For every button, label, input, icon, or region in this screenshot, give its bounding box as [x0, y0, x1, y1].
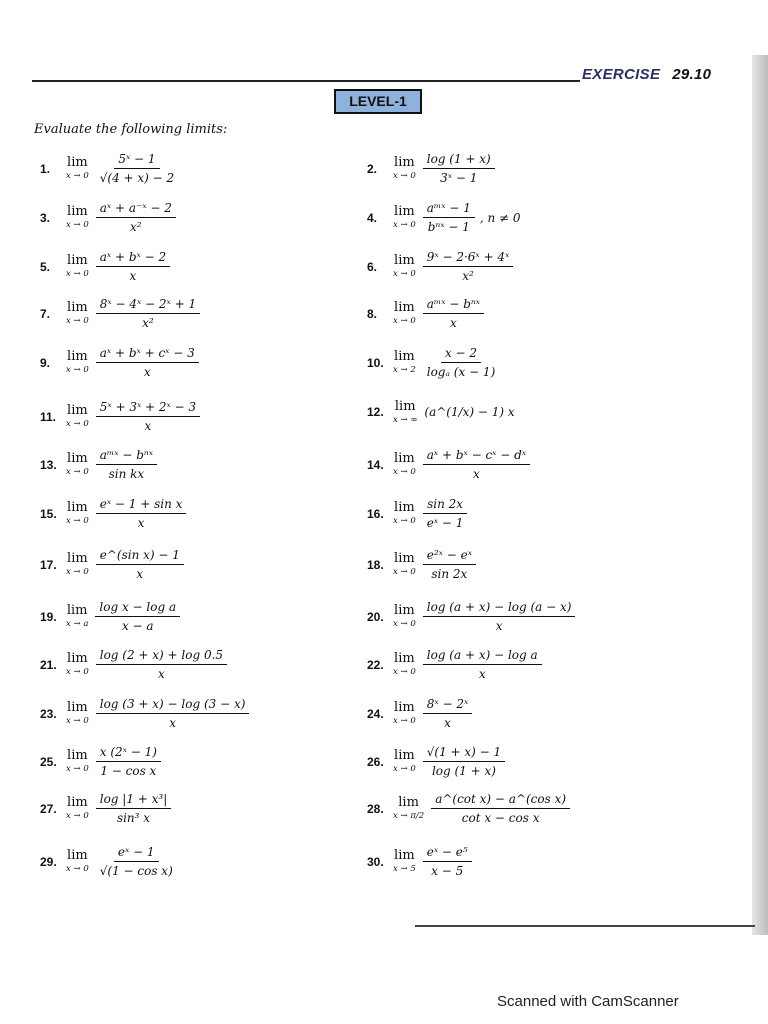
lim-word: lim	[67, 700, 88, 716]
fraction	[423, 548, 476, 581]
limit-approach: x → 0	[393, 619, 416, 630]
fraction	[95, 600, 180, 633]
fraction	[96, 792, 172, 825]
fraction	[96, 548, 184, 581]
denominator: x	[158, 667, 165, 681]
problem-number: 28.	[367, 801, 384, 816]
fraction	[423, 152, 495, 185]
fraction	[96, 745, 161, 778]
numerator: aˣ + a⁻ˣ − 2	[96, 201, 176, 218]
lim-word: lim	[67, 451, 88, 467]
problem-item	[367, 448, 530, 481]
fraction	[96, 152, 178, 185]
limit-approach: x → 0	[393, 667, 416, 678]
limit-approach: x → 0	[393, 764, 416, 775]
limit-approach: x → 0	[66, 567, 89, 578]
limit-operator	[393, 350, 416, 375]
problem-item	[367, 648, 542, 681]
limit-approach: x → 0	[393, 269, 416, 280]
problem-number: 30.	[367, 854, 384, 869]
problem-number: 18.	[367, 557, 384, 572]
lim-word: lim	[67, 748, 88, 764]
problem-item	[40, 648, 227, 681]
problem-number: 16.	[367, 506, 384, 521]
fraction	[423, 297, 484, 330]
problem-item	[367, 152, 495, 185]
problem-number: 14.	[367, 457, 384, 472]
lim-word: lim	[394, 349, 415, 365]
denominator: x	[473, 467, 480, 481]
problem-item	[40, 250, 170, 283]
problem-number: 23.	[40, 706, 57, 721]
limit-operator	[66, 501, 89, 526]
limit-approach: x → a	[66, 619, 89, 630]
problem-item	[40, 548, 184, 581]
denominator: 3ˣ − 1	[440, 171, 478, 185]
problem-number: 21.	[40, 657, 57, 672]
denominator: √(4 + x) − 2	[99, 171, 175, 185]
problem-item	[40, 346, 199, 379]
limit-approach: x → 0	[66, 171, 89, 182]
numerator: aᵐˣ − 1	[423, 201, 475, 218]
limit-approach: x → 0	[66, 864, 89, 875]
problem-item	[40, 152, 178, 185]
limit-operator	[66, 205, 89, 230]
lim-word: lim	[394, 551, 415, 567]
limit-operator	[66, 652, 89, 677]
level-badge: LEVEL-1	[334, 89, 422, 114]
numerator: aᵐˣ − bⁿˣ	[423, 297, 484, 314]
lim-word: lim	[67, 253, 88, 269]
scanner-watermark: Scanned with CamScanner	[497, 993, 679, 1010]
problem-number: 2.	[367, 161, 378, 176]
problem-item	[40, 400, 200, 433]
problem-item	[40, 497, 186, 530]
problem-number: 15.	[40, 506, 57, 521]
problem-item	[367, 297, 484, 330]
limit-operator	[393, 652, 416, 677]
problem-number: 20.	[367, 609, 384, 624]
numerator: aᵐˣ − bⁿˣ	[96, 448, 157, 465]
problem-number: 10.	[367, 355, 384, 370]
problem-number: 19.	[40, 609, 57, 624]
fraction	[423, 250, 514, 283]
problem-number: 7.	[40, 306, 51, 321]
numerator: eˣ − 1	[114, 845, 159, 862]
problem-item	[40, 792, 171, 825]
problem-number: 11.	[40, 409, 57, 424]
denominator: x	[444, 716, 451, 730]
denominator: x	[136, 567, 144, 581]
limit-operator	[393, 749, 416, 774]
denominator: cot x − cos x	[461, 811, 540, 825]
denominator: eˣ − 1	[426, 516, 464, 530]
limit-operator	[393, 501, 416, 526]
problem-item	[367, 845, 472, 878]
limit-approach: x → 0	[66, 365, 89, 376]
denominator: x	[143, 365, 151, 379]
denominator: x	[137, 516, 145, 530]
problem-item	[367, 201, 521, 234]
limit-approach: x → 0	[66, 764, 89, 775]
header-rule	[32, 80, 580, 82]
lim-word: lim	[394, 500, 415, 516]
denominator: x − a	[121, 619, 154, 633]
numerator: 8ˣ − 4ˣ − 2ˣ + 1	[96, 297, 200, 314]
limit-approach: x → 0	[393, 516, 416, 527]
denominator: x	[495, 619, 503, 633]
numerator: sin 2x	[423, 497, 467, 514]
lim-word: lim	[67, 403, 88, 419]
numerator: a^(cot x) − a^(cos x)	[431, 792, 570, 809]
lim-word: lim	[394, 300, 415, 316]
limit-expression: (a^(1/x) − 1) x	[424, 405, 515, 420]
denominator: logₐ (x − 1)	[426, 365, 496, 379]
limit-approach: x → 0	[393, 316, 416, 327]
problem-number: 5.	[40, 259, 51, 274]
problem-number: 25.	[40, 754, 57, 769]
numerator: aˣ + bˣ − 2	[96, 250, 170, 267]
exercise-label: EXERCISE	[582, 66, 661, 83]
problem-item	[367, 400, 515, 425]
numerator: e²ˣ − eˣ	[423, 548, 476, 565]
lim-word: lim	[394, 603, 415, 619]
limit-operator	[66, 849, 89, 874]
limit-operator	[66, 254, 89, 279]
fraction	[423, 201, 475, 234]
limit-operator	[393, 400, 417, 425]
lim-word: lim	[66, 603, 88, 619]
numerator: log (3 + x) − log (3 − x)	[96, 697, 250, 714]
fraction	[431, 792, 570, 825]
fraction	[423, 745, 505, 778]
fraction	[96, 648, 227, 681]
lim-word: lim	[394, 451, 415, 467]
numerator: 5ˣ + 3ˣ + 2ˣ − 3	[96, 400, 200, 417]
fraction	[96, 400, 200, 433]
limit-approach: x → 0	[66, 220, 89, 231]
limit-approach: x → 0	[66, 467, 89, 478]
denominator: sin³ x	[116, 811, 151, 825]
problem-number: 12.	[367, 405, 384, 420]
numerator: log |1 + x³|	[96, 792, 172, 809]
problem-item	[367, 697, 472, 730]
exercise-number: 29.10	[672, 66, 712, 83]
limit-approach: x → 5	[393, 864, 416, 875]
denominator: bⁿˣ − 1	[427, 220, 470, 234]
numerator: 5ˣ − 1	[114, 152, 159, 169]
lim-word: lim	[67, 300, 88, 316]
fraction	[96, 346, 199, 379]
problem-item	[367, 346, 499, 379]
denominator: x	[449, 316, 457, 330]
lim-word: lim	[67, 349, 88, 365]
numerator: x (2ˣ − 1)	[96, 745, 161, 762]
denominator: x²	[142, 316, 154, 330]
limit-approach: x → 2	[393, 365, 416, 376]
problem-item	[40, 297, 200, 330]
problem-number: 29.	[40, 854, 57, 869]
lim-word: lim	[394, 155, 415, 171]
fraction	[96, 448, 157, 481]
numerator: √(1 + x) − 1	[423, 745, 505, 762]
numerator: e^(sin x) − 1	[96, 548, 184, 565]
limit-approach: x → 0	[66, 716, 89, 727]
fraction	[423, 697, 472, 730]
denominator: x	[478, 667, 486, 681]
numerator: log (2 + x) + log 0.5	[96, 648, 227, 665]
lim-word: lim	[67, 551, 88, 567]
limit-operator	[393, 701, 416, 726]
lim-word: lim	[394, 700, 415, 716]
limit-operator	[66, 701, 89, 726]
limit-operator	[393, 254, 416, 279]
problem-item	[40, 600, 180, 633]
fraction	[423, 346, 500, 379]
fraction	[96, 201, 176, 234]
problem-number: 24.	[367, 706, 384, 721]
instruction-text: Evaluate the following limits:	[34, 122, 228, 137]
numerator: log (a + x) − log a	[423, 648, 542, 665]
fraction	[423, 648, 542, 681]
fraction	[96, 697, 250, 730]
footer-rule	[415, 925, 755, 927]
lim-word: lim	[394, 204, 415, 220]
problem-number: 13.	[40, 457, 57, 472]
lim-word: lim	[67, 795, 88, 811]
limit-approach: x → 0	[66, 316, 89, 327]
lim-word: lim	[394, 651, 415, 667]
page-edge-shadow	[752, 55, 768, 935]
limit-operator	[393, 796, 424, 821]
limit-operator	[393, 452, 416, 477]
numerator: x − 2	[441, 346, 481, 363]
condition: , n ≠ 0	[479, 210, 521, 225]
numerator: eˣ − 1 + sin x	[96, 497, 187, 514]
limit-operator	[66, 301, 89, 326]
problem-item	[367, 497, 467, 530]
limit-approach: x → π/2	[393, 811, 425, 822]
denominator: x²	[462, 269, 474, 283]
lim-word: lim	[67, 500, 88, 516]
lim-word: lim	[398, 795, 419, 811]
limit-operator	[393, 552, 416, 577]
problem-number: 9.	[40, 355, 51, 370]
limit-approach: x → ∞	[393, 415, 418, 425]
lim-word: lim	[67, 155, 88, 171]
problem-item	[367, 600, 575, 633]
problem-number: 3.	[40, 210, 51, 225]
lim-word: lim	[394, 253, 415, 269]
fraction	[423, 600, 576, 633]
numerator: log (1 + x)	[423, 152, 495, 169]
numerator: log (a + x) − log (a − x)	[423, 600, 576, 617]
denominator: x²	[130, 220, 142, 234]
fraction	[96, 845, 177, 878]
limit-operator	[66, 604, 88, 629]
numerator: 9ˣ − 2·6ˣ + 4ˣ	[423, 250, 514, 267]
problem-item	[367, 548, 476, 581]
limit-approach: x → 0	[393, 467, 416, 478]
lim-word: lim	[394, 748, 415, 764]
problem-number: 17.	[40, 557, 57, 572]
denominator: 1 − cos x	[100, 764, 157, 778]
problem-item	[367, 745, 505, 778]
denominator: √(1 − cos x)	[99, 864, 173, 878]
numerator: log x − log a	[95, 600, 180, 617]
problem-item	[40, 697, 249, 730]
problem-item	[40, 745, 161, 778]
limit-approach: x → 0	[66, 516, 89, 527]
limit-approach: x → 0	[393, 220, 416, 231]
lim-word: lim	[67, 204, 88, 220]
problem-number: 22.	[367, 657, 384, 672]
limit-operator	[393, 604, 416, 629]
limit-operator	[66, 552, 89, 577]
limit-operator	[66, 452, 89, 477]
limit-approach: x → 0	[66, 269, 89, 280]
denominator: x	[144, 419, 152, 433]
limit-operator	[393, 156, 416, 181]
problem-item	[367, 792, 570, 825]
fraction	[96, 497, 187, 530]
limit-operator	[66, 156, 89, 181]
limit-operator	[66, 350, 89, 375]
limit-operator	[393, 849, 416, 874]
limit-approach: x → 0	[393, 567, 416, 578]
numerator: aˣ + bˣ − cˣ − dˣ	[423, 448, 530, 465]
problem-number: 26.	[367, 754, 384, 769]
problem-item	[40, 448, 157, 481]
problem-item	[40, 845, 177, 878]
limit-approach: x → 0	[393, 171, 416, 182]
lim-word: lim	[67, 651, 88, 667]
problem-item	[367, 250, 513, 283]
limit-operator	[393, 205, 416, 230]
denominator: x	[169, 716, 176, 730]
limit-operator	[66, 749, 89, 774]
limit-approach: x → 0	[66, 667, 89, 678]
problem-number: 8.	[367, 306, 378, 321]
denominator: sin kx	[108, 467, 145, 481]
exercise-heading	[582, 66, 711, 83]
fraction	[96, 297, 200, 330]
limit-operator	[66, 404, 89, 429]
denominator: x	[129, 269, 137, 283]
denominator: sin 2x	[431, 567, 468, 581]
problem-item	[40, 201, 176, 234]
lim-word: lim	[67, 848, 88, 864]
denominator: log (1 + x)	[431, 764, 496, 778]
fraction	[423, 497, 468, 530]
numerator: eˣ − e⁵	[423, 845, 472, 862]
fraction	[423, 845, 472, 878]
lim-word: lim	[394, 399, 416, 414]
limit-approach: x → 0	[393, 716, 416, 727]
lim-word: lim	[394, 848, 415, 864]
limit-operator	[393, 301, 416, 326]
denominator: x − 5	[431, 864, 464, 878]
numerator: 8ˣ − 2ˣ	[423, 697, 472, 714]
problem-number: 1.	[40, 161, 51, 176]
problem-number: 6.	[367, 259, 378, 274]
problem-number: 27.	[40, 801, 57, 816]
fraction	[96, 250, 170, 283]
limit-operator	[66, 796, 89, 821]
fraction	[423, 448, 530, 481]
limit-approach: x → 0	[66, 811, 89, 822]
numerator: aˣ + bˣ + cˣ − 3	[96, 346, 199, 363]
limit-approach: x → 0	[66, 419, 89, 430]
problem-number: 4.	[367, 210, 378, 225]
